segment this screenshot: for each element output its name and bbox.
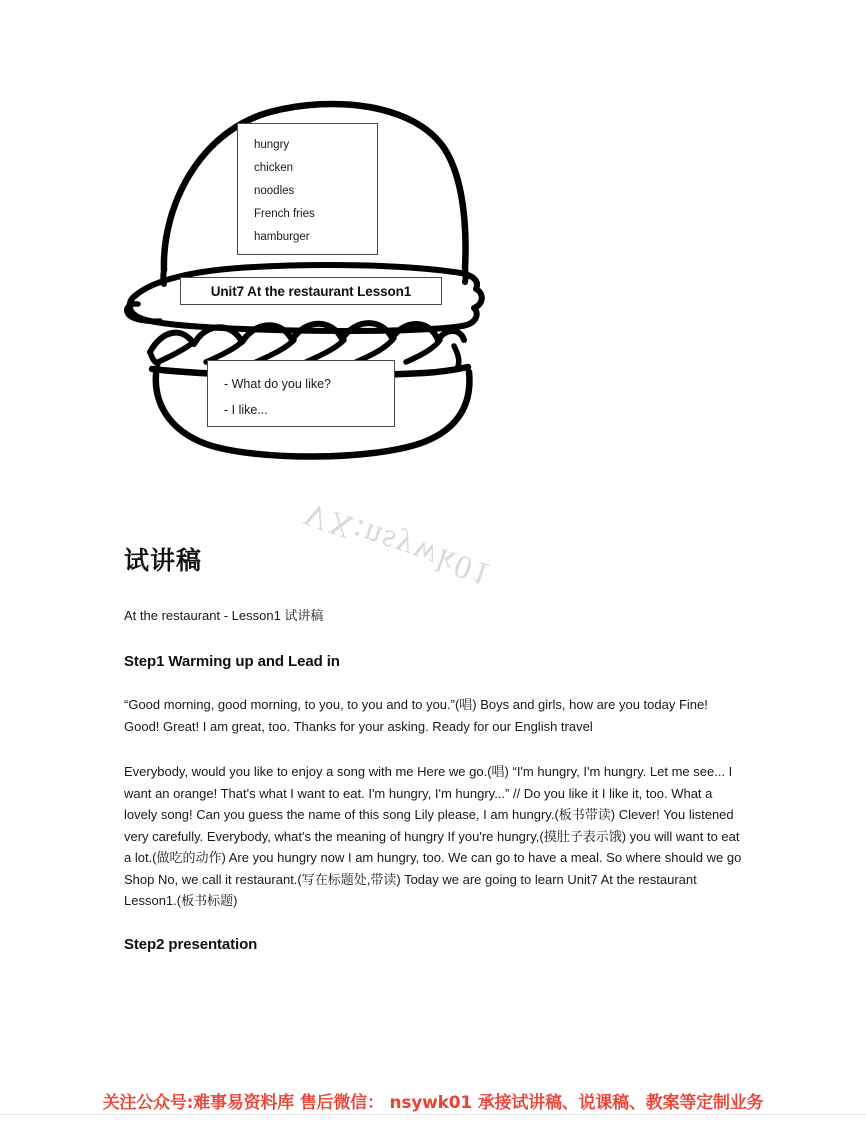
- document-subtitle: At the restaurant - Lesson1 试讲稿: [124, 607, 324, 623]
- lesson-title-banner: [180, 277, 442, 305]
- vocab-word: noodles: [254, 185, 295, 197]
- step1-paragraph-2: Everybody, would you like to enjoy a song with me Here we go.(唱) “I'm hungry, I'm hungry. Let me see... I want an orange! That's what I want to eat. I'm hungry, I'm hungry...” // Do you like it I like it, too. What a lovely song! Can you guess the name of this song Lily please, I am hungry.(板书带读) Clever! You listened very carefully. Everybody, what's the meaning of hungry If you're hungry,(摸肚子表示饿) you will want to eat a lot.(做吃的动作) Are you hungry now I am hungry, too. We can go to have a meal. So where should we go Shop No, we call it restaurant.(写在标题处,带读) Today we are going to learn Unit7 At the restaurant Lesson1.(板书标题): [124, 764, 742, 908]
- step1-paragraph-1: “Good morning, good morning, to you, to you and to you.”(唱) Boys and girls, how are you today Fine! Good! Great! I am great, too. Thanks for your asking. Ready for our English travel: [124, 697, 708, 734]
- footer-promo-text: 关注公众号:难事易资料库 售后微信： nsywk01 承接试讲稿、说课稿、教案等定制业务: [102, 1092, 764, 1113]
- vocab-word: hamburger: [254, 231, 310, 243]
- step1-heading: Step1 Warming up and Lead in: [124, 653, 340, 670]
- step2-heading: Step2 presentation: [124, 935, 258, 953]
- lesson-title-text: Unit7 At the restaurant Lesson1: [210, 283, 412, 299]
- vocabulary-list-box: [237, 123, 378, 255]
- vocab-word: hungry: [254, 139, 290, 151]
- dialogue-pattern-box: [207, 360, 395, 427]
- dialogue-line: - I like...: [224, 403, 268, 417]
- vocab-word: chicken: [254, 162, 293, 174]
- vocab-word: French fries: [254, 208, 315, 220]
- footer-promo-banner: [0, 1085, 866, 1115]
- footer-divider: [0, 1114, 866, 1115]
- document-body: [124, 548, 744, 953]
- page-title: 试讲稿: [124, 548, 203, 575]
- watermark-text: VX:nsywk01: [299, 495, 497, 593]
- hamburger-illustration: [124, 90, 504, 465]
- dialogue-line: - What do you like?: [224, 377, 331, 391]
